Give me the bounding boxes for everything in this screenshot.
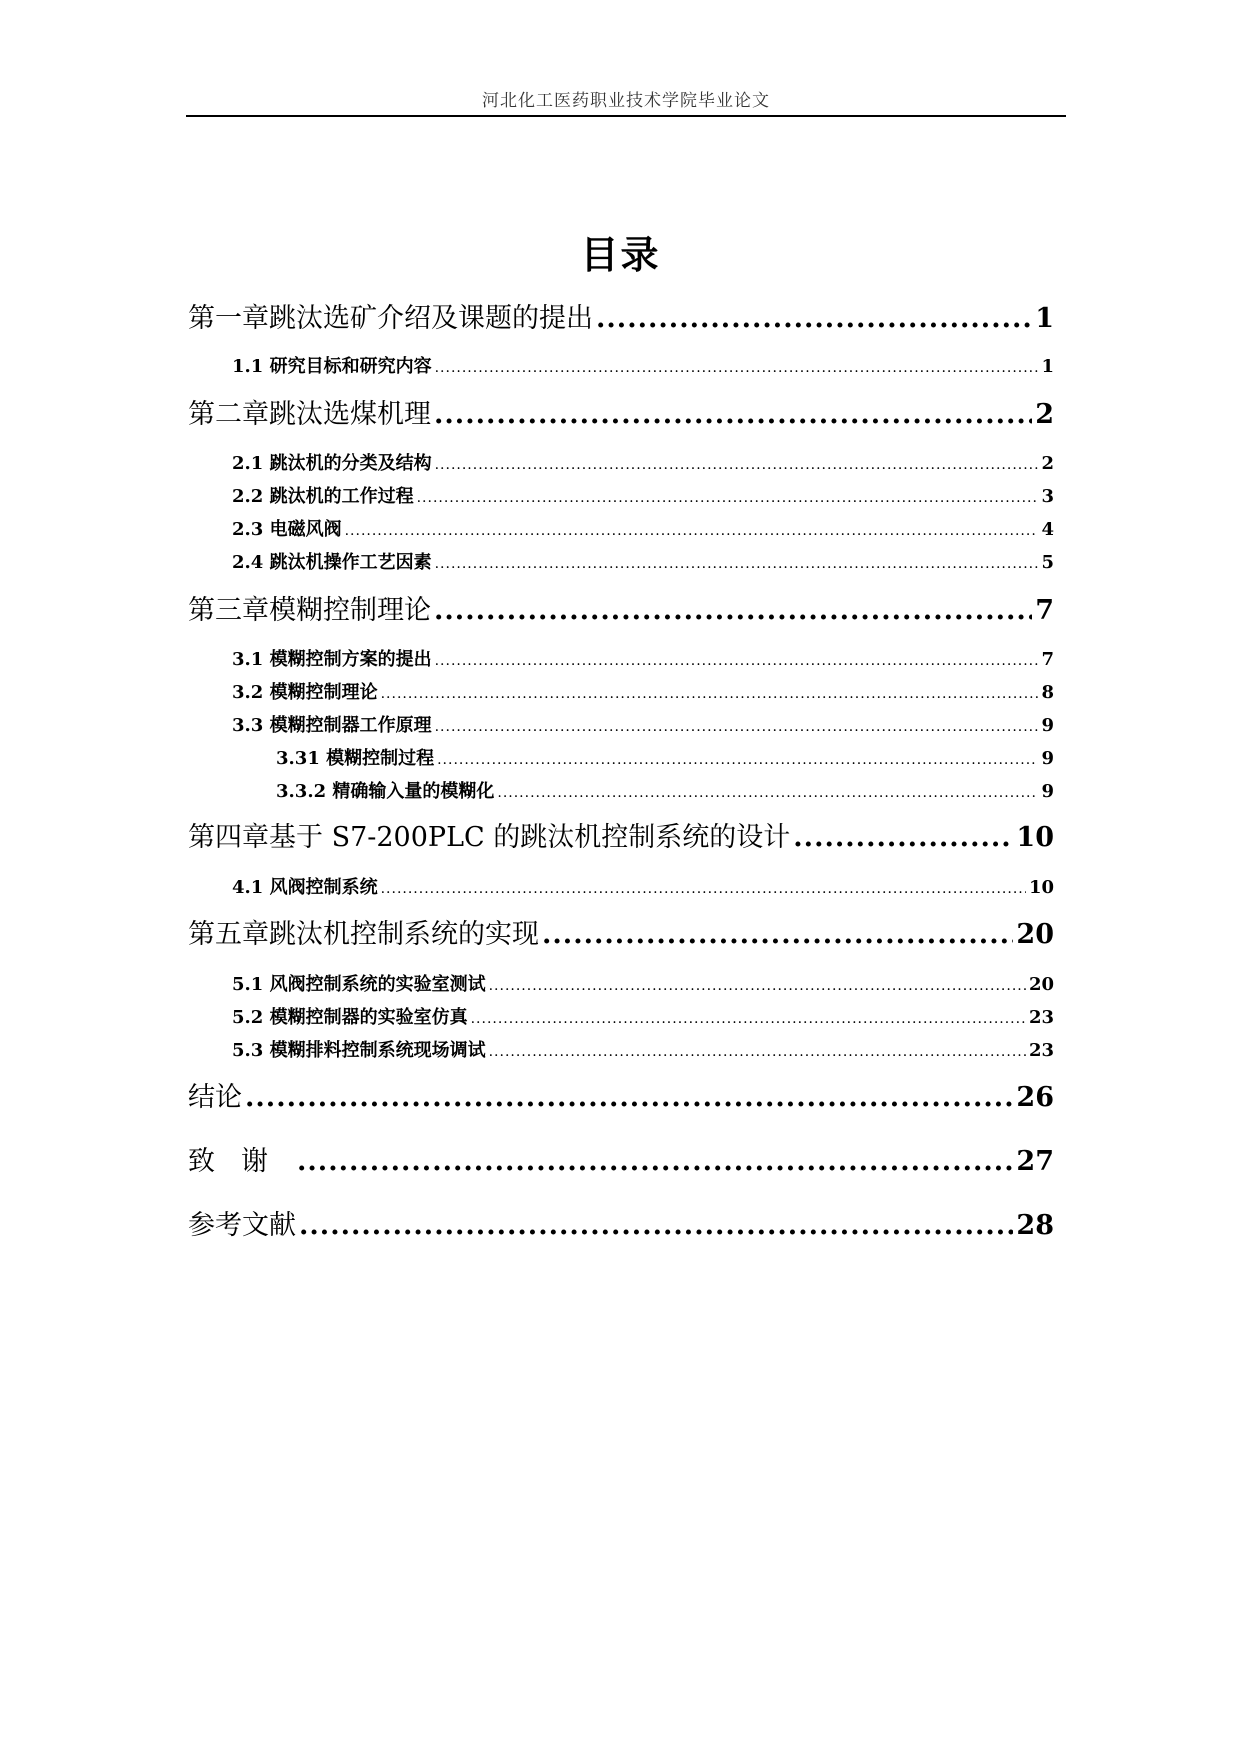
toc-entry-text: 第二章跳汰选煤机理 xyxy=(188,399,431,430)
toc-section-3-3[interactable] xyxy=(232,711,1054,737)
toc-section-5-3[interactable] xyxy=(232,1036,1054,1062)
dot-leader xyxy=(435,457,1039,473)
toc-page-number: 3 xyxy=(1041,486,1054,507)
toc-page-number: 1 xyxy=(1041,356,1054,377)
toc-section-1-1[interactable] xyxy=(232,352,1054,378)
toc-entry-text: 2.3 电磁风阀 xyxy=(232,519,342,540)
toc-entry-text: 4.1 风阀控制系统 xyxy=(232,877,378,898)
toc-entry-text: 3.3 模糊控制器工作原理 xyxy=(232,715,432,736)
dot-leader xyxy=(542,919,1013,950)
toc-page-number: 5 xyxy=(1041,552,1054,573)
toc-title: 目录 xyxy=(580,232,661,277)
toc-page-number: 9 xyxy=(1041,748,1054,769)
dot-leader xyxy=(437,752,1038,768)
dot-leader xyxy=(297,1146,1013,1177)
dot-leader xyxy=(434,399,1032,430)
toc-page-number: 9 xyxy=(1041,715,1054,736)
toc-section-3-2[interactable] xyxy=(232,678,1054,704)
toc-entry-text: 3.31 模糊控制过程 xyxy=(276,748,435,769)
dot-leader xyxy=(596,303,1032,334)
toc-section-3-1[interactable] xyxy=(232,645,1054,671)
dot-leader xyxy=(299,1210,1013,1241)
dot-leader xyxy=(435,360,1039,376)
toc-chapter-5[interactable] xyxy=(188,912,1054,951)
toc-page-number: 10 xyxy=(1016,822,1054,853)
toc-page-number: 20 xyxy=(1028,974,1054,995)
toc-page-number: 20 xyxy=(1016,919,1054,950)
toc-page-number: 23 xyxy=(1028,1040,1054,1061)
toc-conclusion[interactable] xyxy=(188,1075,1054,1114)
toc-subsection-3-3-1[interactable] xyxy=(276,744,1054,770)
toc-page-number: 10 xyxy=(1028,877,1054,898)
toc-section-2-3[interactable] xyxy=(232,515,1054,541)
dot-leader xyxy=(435,556,1039,572)
toc-page-number: 9 xyxy=(1041,781,1054,802)
toc-chapter-1[interactable] xyxy=(188,296,1054,335)
dot-leader xyxy=(434,595,1032,626)
toc-chapter-2[interactable] xyxy=(188,392,1054,431)
toc-page-number: 28 xyxy=(1016,1210,1054,1241)
toc-chapter-4[interactable] xyxy=(188,815,1054,854)
toc-entry-text: 致谢 xyxy=(188,1146,294,1177)
toc-page-number: 2 xyxy=(1041,453,1054,474)
toc-subsection-3-3-2[interactable] xyxy=(276,777,1054,803)
toc-entry-text: 5.2 模糊控制器的实验室仿真 xyxy=(232,1007,468,1028)
toc-section-2-1[interactable] xyxy=(232,449,1054,475)
running-header: 河北化工医药职业技术学院毕业论文 xyxy=(482,91,770,111)
dot-leader xyxy=(489,1044,1026,1060)
dot-leader xyxy=(245,1082,1013,1113)
toc-page-number: 4 xyxy=(1041,519,1054,540)
toc-chapter-3[interactable] xyxy=(188,588,1054,627)
dot-leader xyxy=(471,1011,1026,1027)
toc-page-number: 7 xyxy=(1035,595,1054,626)
toc-entry-text: 3.1 模糊控制方案的提出 xyxy=(232,649,432,670)
toc-page-number: 7 xyxy=(1041,649,1054,670)
toc-page-number: 26 xyxy=(1016,1082,1054,1113)
toc-page-number: 23 xyxy=(1028,1007,1054,1028)
toc-entry-text: 2.4 跳汰机操作工艺因素 xyxy=(232,552,432,573)
toc-entry-text: 第四章基于 S7-200PLC 的跳汰机控制系统的设计 xyxy=(188,822,791,853)
toc-section-5-1[interactable] xyxy=(232,970,1054,996)
toc-references[interactable] xyxy=(188,1203,1054,1242)
dot-leader xyxy=(435,653,1039,669)
toc-entry-text: 2.2 跳汰机的工作过程 xyxy=(232,486,414,507)
toc-page-number: 27 xyxy=(1016,1146,1054,1177)
toc-section-2-2[interactable] xyxy=(232,482,1054,508)
toc-entry-text: 2.1 跳汰机的分类及结构 xyxy=(232,453,432,474)
toc-entry-text: 3.2 模糊控制理论 xyxy=(232,682,378,703)
dot-leader xyxy=(435,719,1039,735)
toc-entry-text: 5.1 风阀控制系统的实验室测试 xyxy=(232,974,486,995)
toc-entry-text: 第三章模糊控制理论 xyxy=(188,595,431,626)
toc-entry-text: 第五章跳汰机控制系统的实现 xyxy=(188,919,539,950)
dot-leader xyxy=(345,523,1039,539)
toc-entry-text: 1.1 研究目标和研究内容 xyxy=(232,356,432,377)
dot-leader xyxy=(381,686,1039,702)
toc-entry-text: 第一章跳汰选矿介绍及课题的提出 xyxy=(188,303,593,334)
toc-entry-text: 5.3 模糊排料控制系统现场调试 xyxy=(232,1040,486,1061)
dot-leader xyxy=(793,822,1013,853)
dot-leader xyxy=(381,881,1026,897)
toc-page-number: 1 xyxy=(1035,303,1054,334)
dot-leader xyxy=(417,490,1039,506)
toc-entry-text: 参考文献 xyxy=(188,1210,296,1241)
toc-entry-text: 结论 xyxy=(188,1082,242,1113)
toc-acknowledgements[interactable] xyxy=(188,1139,1054,1178)
toc-section-4-1[interactable] xyxy=(232,873,1054,899)
toc-section-2-4[interactable] xyxy=(232,548,1054,574)
toc-page-number: 2 xyxy=(1035,399,1054,430)
toc-entry-text: 3.3.2 精确输入量的模糊化 xyxy=(276,781,495,802)
toc-section-5-2[interactable] xyxy=(232,1003,1054,1029)
dot-leader xyxy=(497,785,1038,801)
toc-page-number: 8 xyxy=(1041,682,1054,703)
dot-leader xyxy=(489,978,1026,994)
